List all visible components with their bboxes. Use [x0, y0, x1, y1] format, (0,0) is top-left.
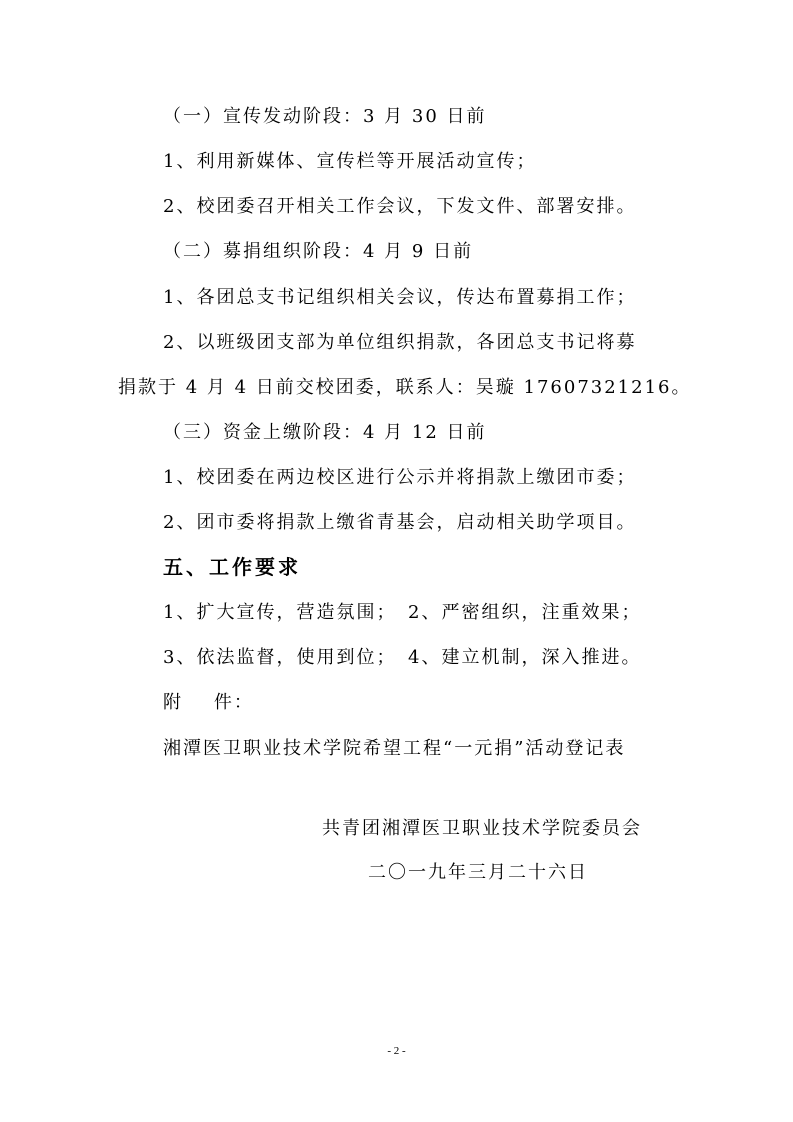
stage-1-item-1: 1、利用新媒体、宣传栏等开展活动宣传； [163, 151, 537, 172]
stage-2-title: （二）募捐组织阶段：4 月 9 日前 [163, 241, 474, 262]
page-number: - 2 - [387, 1045, 406, 1057]
requirement-3: 3、依法监督，使用到位； [163, 647, 397, 668]
requirements-heading: 五、工作要求 [163, 555, 301, 579]
stage-3-title: （三）资金上缴阶段：4 月 12 日前 [163, 422, 487, 443]
attachment-title: 湘潭医卫职业技术学院希望工程“一元捐”活动登记表 [163, 738, 626, 759]
stage-3-item-1: 1、校团委在两边校区进行公示并将捐款上缴团市委； [163, 467, 637, 488]
attachment-label: 附 件： [163, 692, 254, 713]
stage-3-item-2: 2、团市委将捐款上缴省青基会，启动相关助学项目。 [163, 512, 637, 533]
signature-date: 二〇一九年三月二十六日 [368, 862, 588, 883]
requirement-2: 2、严密组织，注重效果； [408, 602, 642, 623]
requirement-1: 1、扩大宣传，营造氛围； [163, 602, 397, 623]
stage-2-item-1: 1、各团总支书记组织相关会议，传达布置募捐工作； [163, 287, 637, 308]
stage-1-item-2: 2、校团委召开相关工作会议，下发文件、部署安排。 [163, 196, 637, 217]
requirements-row-2 [163, 645, 641, 671]
requirement-4: 4、建立机制，深入推进。 [408, 647, 642, 668]
stage-2-item-2-line-1: 2、以班级团支部为单位组织捐款，各团总支书记将募 [163, 332, 637, 353]
stage-2-item-2-line-2: 捐款于 4 月 4 日前交校团委，联系人：吴璇 17607321216。 [118, 377, 692, 398]
stage-1-title: （一）宣传发动阶段：3 月 30 日前 [163, 106, 487, 127]
signature-org: 共青团湘潭医卫职业技术学院委员会 [322, 818, 642, 839]
requirements-row-1 [163, 600, 641, 626]
